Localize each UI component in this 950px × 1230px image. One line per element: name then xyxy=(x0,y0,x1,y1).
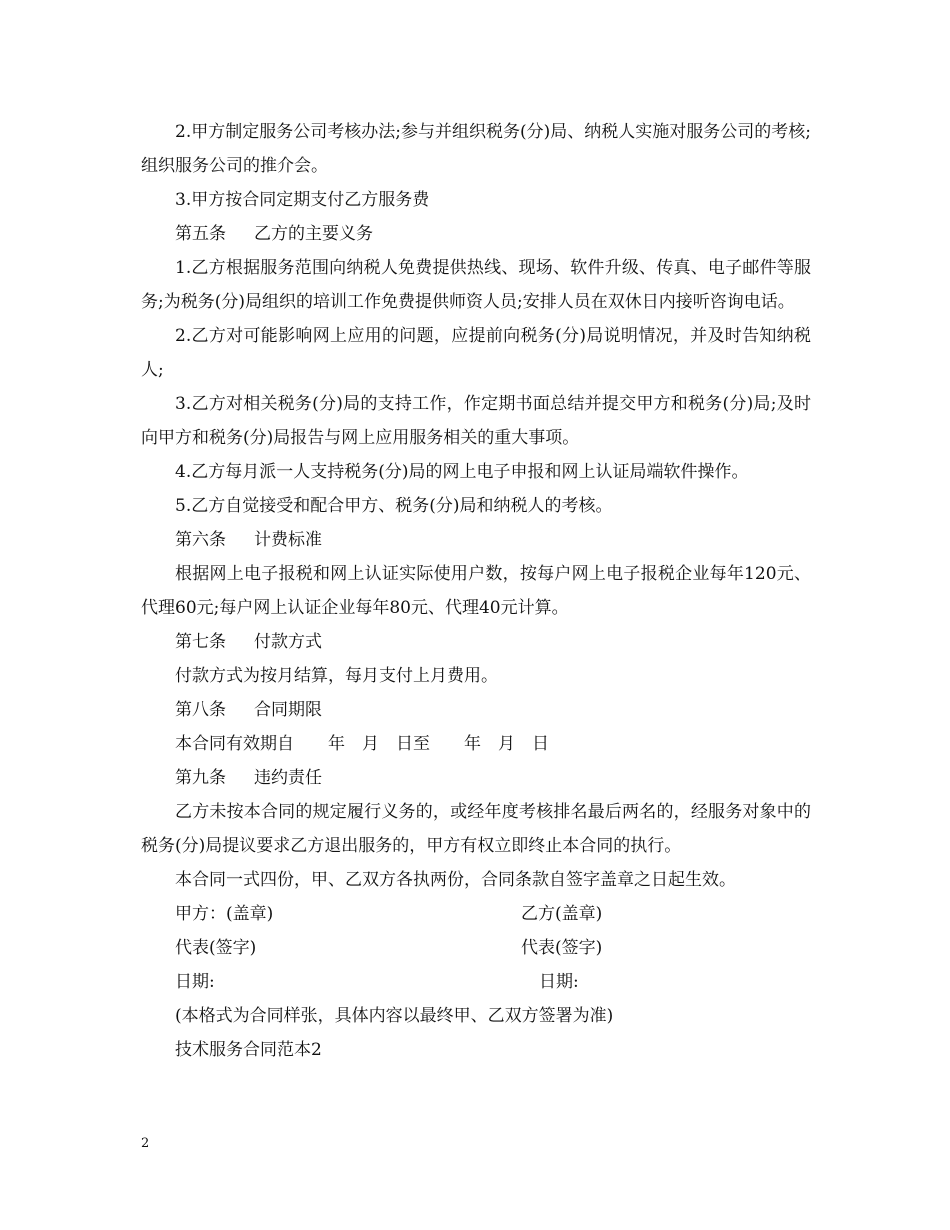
article-5-heading xyxy=(141,217,811,251)
document-body xyxy=(141,115,811,1067)
template-note: (本格式为合同样张，具体内容以最终甲、乙双方签署为准) xyxy=(175,1006,614,1026)
party-a-date: 日期: xyxy=(175,972,215,992)
article-5-title: 乙方的主要义务 xyxy=(254,224,373,244)
party-b-representative: 代表(签字) xyxy=(521,938,603,958)
next-contract-title: 技术服务合同范本2 xyxy=(175,1040,322,1060)
page-number: 2 xyxy=(141,1136,150,1151)
paragraph-party-a-duty-3: 3.甲方按合同定期支付乙方服务费 xyxy=(175,190,430,210)
article-8-heading xyxy=(141,693,811,727)
article-9-heading xyxy=(141,761,811,795)
paragraph-party-a-duty-2: 2.甲方制定服务公司考核办法;参与并组织税务(分)局、纳税人实施对服务公司的考核;组织服务公司的推介会。 xyxy=(141,122,811,176)
article-8-number: 第八条 xyxy=(175,700,226,720)
article-5-number: 第五条 xyxy=(175,224,226,244)
article-6-heading xyxy=(141,523,811,557)
article-5-item-3: 3.乙方对相关税务(分)局的支持工作，作定期书面总结并提交甲方和税务(分)局;及时向甲方和税务(分)局报告与网上应用服务相关的重大事项。 xyxy=(141,394,811,448)
article-7-number: 第七条 xyxy=(175,632,226,652)
article-8-text: 本合同有效期自 年 月 日至 年 月 日 xyxy=(175,734,549,754)
article-6-number: 第六条 xyxy=(175,530,226,550)
signature-row-seal xyxy=(141,897,811,931)
signature-row-representative xyxy=(141,931,811,965)
article-7-text: 付款方式为按月结算，每月支付上月费用。 xyxy=(175,666,498,686)
article-5-item-4: 4.乙方每月派一人支持税务(分)局的网上电子申报和网上认证局端软件操作。 xyxy=(175,462,749,482)
article-9-text: 乙方未按本合同的规定履行义务的，或经年度考核排名最后两名的，经服务对象中的税务(分)局提议要求乙方退出服务的，甲方有权立即终止本合同的执行。 xyxy=(141,802,811,856)
article-7-heading xyxy=(141,625,811,659)
party-b-seal: 乙方(盖章) xyxy=(521,904,603,924)
article-9-number: 第九条 xyxy=(175,768,226,788)
signature-row-date xyxy=(141,965,811,999)
article-6-title: 计费标准 xyxy=(254,530,322,550)
article-6-text: 根据网上电子报税和网上认证实际使用户数，按每户网上电子报税企业每年120元、代理60元;每户网上认证企业每年80元、代理40元计算。 xyxy=(141,564,811,618)
party-a-representative: 代表(签字) xyxy=(175,938,257,958)
article-5-item-2: 2.乙方对可能影响网上应用的问题，应提前向税务(分)局说明情况，并及时告知纳税人; xyxy=(141,326,811,380)
closing-clause: 本合同一式四份，甲、乙双方各执两份，合同条款自签字盖章之日起生效。 xyxy=(175,870,736,890)
article-5-item-5: 5.乙方自觉接受和配合甲方、税务(分)局和纳税人的考核。 xyxy=(175,496,613,516)
article-8-title: 合同期限 xyxy=(254,700,322,720)
article-5-item-1: 1.乙方根据服务范围向纳税人免费提供热线、现场、软件升级、传真、电子邮件等服务;为税务(分)局组织的培训工作免费提供师资人员;安排人员在双休日内接听咨询电话。 xyxy=(141,258,811,312)
article-7-title: 付款方式 xyxy=(254,632,322,652)
party-b-date: 日期: xyxy=(539,972,579,992)
article-9-title: 违约责任 xyxy=(254,768,322,788)
party-a-seal: 甲方：(盖章) xyxy=(175,904,274,924)
